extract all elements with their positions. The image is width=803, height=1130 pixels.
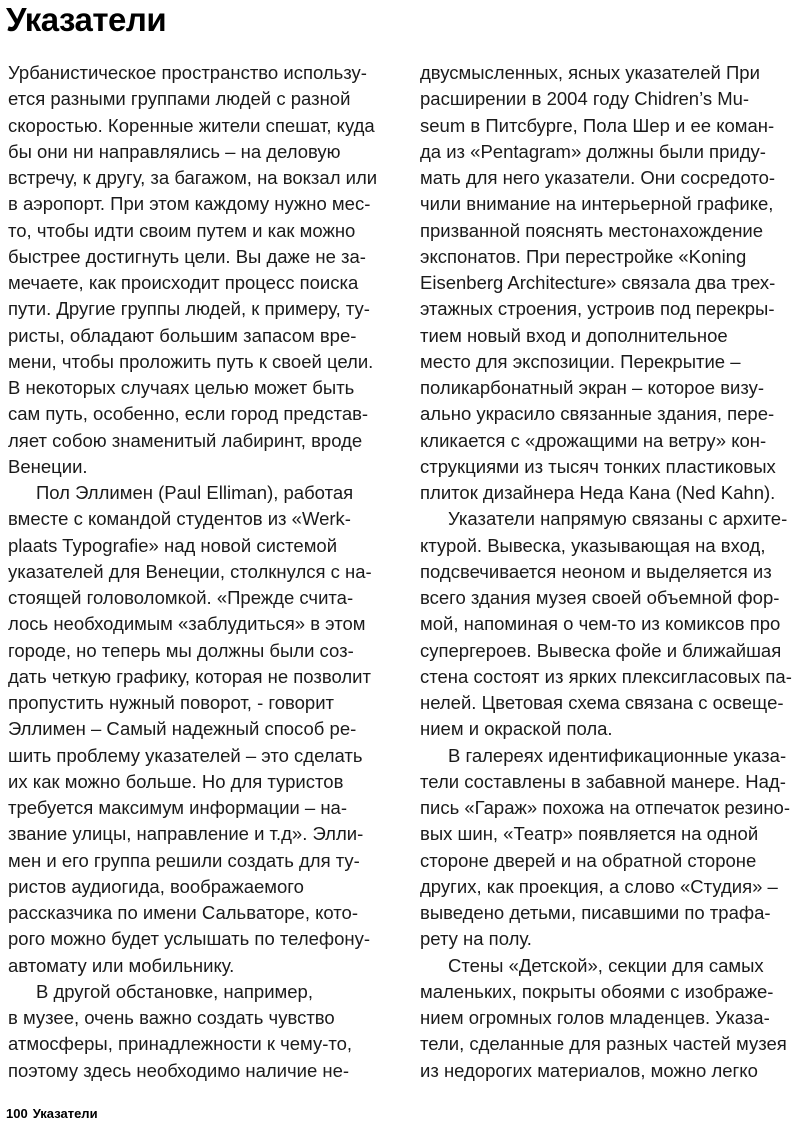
text-line: звание улицы, направление и т.д». Элли-	[8, 823, 364, 845]
text-line: шить проблему указателей – это сделать	[8, 744, 363, 766]
text-line: Венеции.	[8, 455, 88, 477]
text-line: мой, напоминая о чем-то из комиксов про	[420, 613, 781, 635]
text-line: вместе с командой студентов из «Werk-	[8, 508, 351, 530]
text-line: сам путь, особенно, если город представ-	[8, 403, 369, 425]
text-line: атмосферы, принадлежности к чему-то,	[8, 1033, 353, 1055]
right-text-column	[420, 60, 798, 1084]
text-line: мени, чтобы проложить путь к своей цели.	[8, 350, 374, 372]
text-line: пись «Гараж» похожа на отпечаток резино-	[420, 797, 790, 818]
text-line: ристы, обладают большим запасом вре-	[8, 324, 357, 346]
text-line: тели, сделанные для разных частей музея	[420, 1033, 787, 1055]
text-line: поэтому здесь необходимо наличие не-	[8, 1059, 350, 1081]
text-line: Указатели напрямую связаны с архите-	[448, 508, 788, 530]
text-line: Эллимен – Самый надежный способ ре-	[8, 718, 357, 740]
text-line: нием и окраской пола.	[420, 718, 613, 740]
text-line: двусмысленных, ясных указателей При	[420, 62, 760, 83]
text-line: мен и его группа решили создать для ту-	[8, 849, 360, 871]
text-line: расширении в 2004 году Chidren’s Mu-	[420, 88, 750, 110]
text-line: рету на полу.	[420, 928, 532, 950]
text-line: Пол Эллимен (Paul Elliman), работая	[36, 482, 354, 503]
text-line: из недорогих материалов, можно легко	[420, 1059, 758, 1081]
text-line: Урбанистическое пространство использу-	[8, 62, 367, 83]
text-line: чили внимание на интерьерной графике,	[420, 193, 774, 215]
text-line: всего здания музея своей объемной фор-	[420, 587, 780, 608]
text-line: мечаете, как происходит процесс поиска	[8, 272, 359, 293]
text-line: экспонатов. При перестройке «Koning	[420, 245, 747, 267]
text-line: Стены «Детской», секции для самых	[448, 954, 764, 976]
text-line: В некоторых случаях целью может быть	[8, 377, 355, 398]
text-line: дать четкую графику, которая не позволит	[8, 665, 371, 687]
text-line: то, чтобы идти своим путем и как можно	[8, 219, 356, 241]
text-line: требуется максимум информации – на-	[8, 797, 347, 818]
text-line: кликается с «дрожащими на ветру» кон-	[420, 429, 767, 451]
text-line: подсвечивается неоном и выделяется из	[420, 560, 772, 582]
text-line: ктурой. Вывеска, указывающая на вход,	[420, 534, 766, 556]
text-line: автомату или мобильнику.	[8, 954, 235, 976]
text-line: выведено детьми, писавшими по трафа-	[420, 902, 771, 923]
text-line: В галереях идентификационные указа-	[448, 744, 787, 766]
text-line: место для экспозиции. Перекрытие –	[420, 350, 741, 372]
text-line: рассказчика по имени Сальваторе, кото-	[8, 902, 359, 923]
left-text-column	[8, 60, 383, 1084]
text-line: вых шин, «Театр» появляется на одной	[420, 823, 759, 845]
text-line: ется разными группами людей с разной	[8, 88, 351, 110]
text-line: бы они ни направлялись – на деловую	[8, 140, 341, 162]
text-line: мать для него указатели. Они сосредото-	[420, 167, 776, 188]
text-line: рого можно будет услышать по телефону-	[8, 928, 371, 950]
text-line: тием новый вход и дополнительное	[420, 324, 728, 346]
text-line: пропустить нужный поворот, - говорит	[8, 692, 335, 713]
text-line: В другой обстановке, например,	[36, 980, 313, 1002]
text-line: ристов аудиогида, воображаемого	[8, 875, 304, 897]
text-line: поликарбонатный экран – которое визу-	[420, 377, 765, 398]
page-title: Указатели	[6, 1, 167, 38]
text-line: стена состоят из ярких плексигласовых па-	[420, 665, 792, 687]
text-line: плиток дизайнера Неда Кана (Ned Kahn).	[420, 482, 776, 503]
footer-section-title: Указатели	[32, 1106, 98, 1121]
text-line: нием огромных голов младенцев. Указа-	[420, 1007, 770, 1028]
text-line: seum в Питсбурге, Пола Шер и ее коман-	[420, 114, 775, 136]
text-line: указателей для Венеции, столкнулся с на-	[8, 560, 372, 582]
text-line: маленьких, покрыты обоями с изображе-	[420, 980, 774, 1002]
text-line: нелей. Цветовая схема связана с освеще-	[420, 692, 784, 713]
text-line: Eisenberg Architecture» связала два трех-	[420, 272, 776, 293]
text-line: других, как проекция, а слово «Студия» –	[420, 875, 778, 897]
text-line: тели составлены в забавной манере. Над-	[420, 770, 786, 792]
text-line: лось необходимым «заблудиться» в этом	[8, 613, 366, 635]
text-line: городе, но теперь мы должны были соз-	[8, 639, 354, 661]
text-line: стоящей головоломкой. «Прежде счита-	[8, 587, 354, 608]
text-line: ляет собою знаменитый лабиринт, вроде	[8, 429, 363, 451]
page-number: 100	[6, 1106, 28, 1121]
text-line: пути. Другие группы людей, к примеру, ту-	[8, 298, 370, 320]
text-line: стороне дверей и на обратной стороне	[420, 849, 757, 871]
text-line: в аэропорт. При этом каждому нужно мес-	[8, 193, 371, 215]
text-line: plaats Typografie» над новой системой	[8, 534, 338, 556]
text-line: этажных строения, устроив под перекры-	[420, 298, 775, 320]
text-line: их как можно больше. Но для туристов	[8, 770, 344, 792]
text-line: призванной пояснять местонахождение	[420, 219, 764, 241]
page-footer	[6, 1106, 98, 1121]
text-line: да из «Pentagram» должны были приду-	[420, 140, 766, 162]
text-line: быстрее достигнуть цели. Вы даже не за-	[8, 245, 366, 267]
text-line: скоростью. Коренные жители спешат, куда	[8, 114, 375, 136]
text-line: в музее, очень важно создать чувство	[8, 1007, 335, 1028]
text-line: ально украсило связанные здания, пере-	[420, 403, 775, 425]
text-line: встречу, к другу, за багажом, на вокзал или	[8, 167, 378, 188]
text-line: струкциями из тысяч тонких пластиковых	[420, 455, 776, 477]
text-line: супергероев. Вывеска фойе и ближайшая	[420, 639, 782, 661]
